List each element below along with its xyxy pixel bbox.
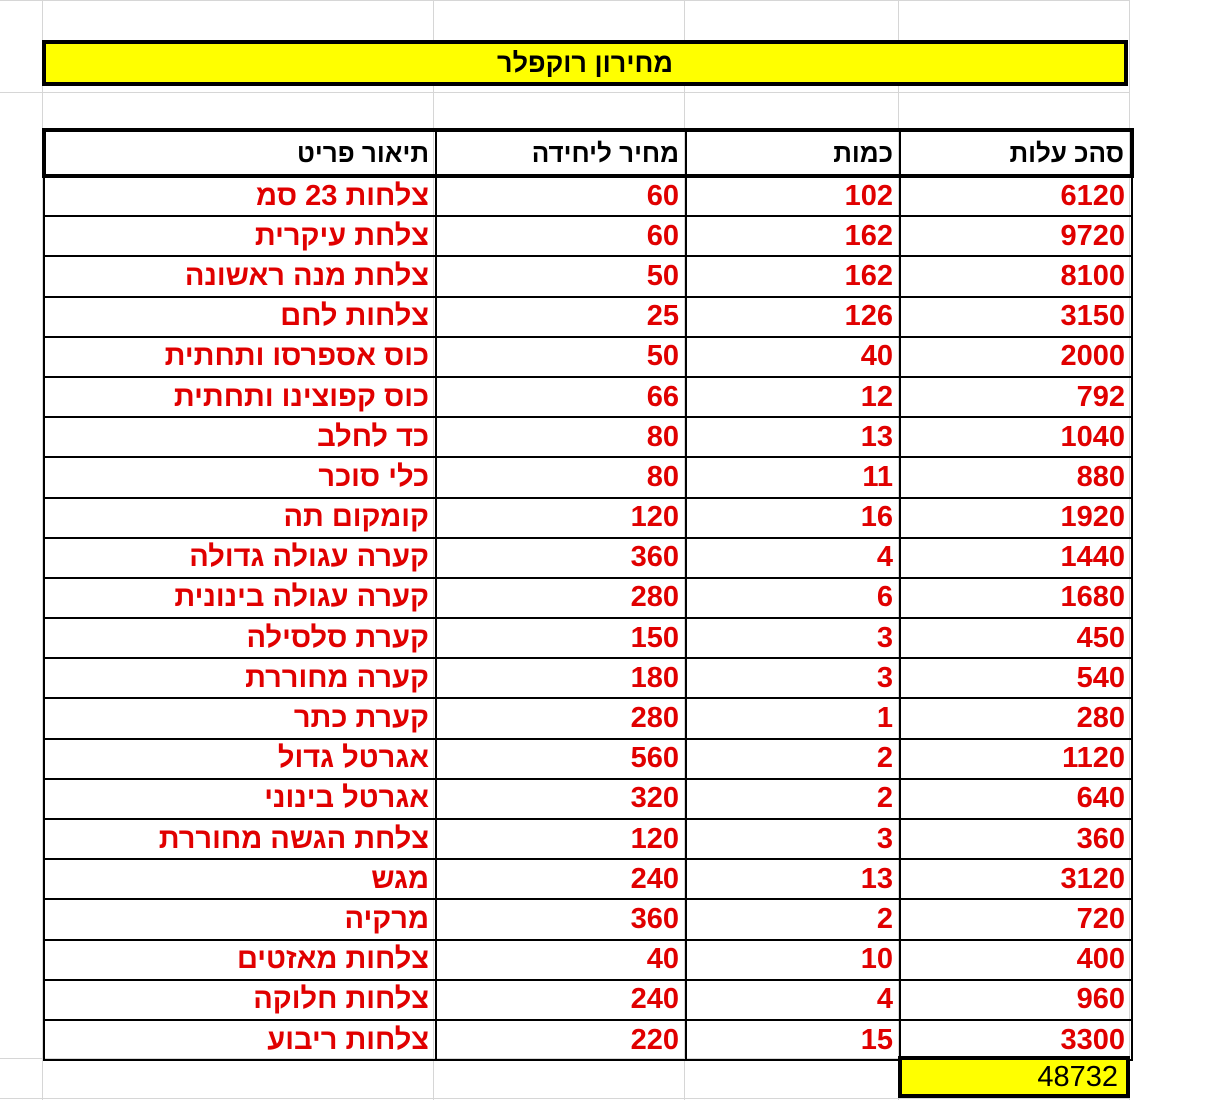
quantity-cell[interactable]: 11: [686, 457, 900, 497]
unit-price-cell[interactable]: 66: [436, 377, 686, 417]
item-description-cell[interactable]: קערה עגולה בינונית: [44, 578, 436, 618]
item-description-cell[interactable]: אגרטל בינוני: [44, 779, 436, 819]
quantity-cell[interactable]: 3: [686, 819, 900, 859]
item-description-cell[interactable]: צלחות 23 סמ: [44, 176, 436, 216]
table-row: [44, 658, 1132, 698]
price-list-table: [42, 128, 1134, 1061]
quantity-cell[interactable]: 10: [686, 940, 900, 980]
table-row: [44, 739, 1132, 779]
unit-price-cell[interactable]: 60: [436, 176, 686, 216]
table-row: [44, 538, 1132, 578]
quantity-cell[interactable]: 40: [686, 337, 900, 377]
total-cost-cell[interactable]: 8100: [900, 256, 1132, 296]
table-row: [44, 578, 1132, 618]
quantity-cell[interactable]: 13: [686, 859, 900, 899]
header-total-cost[interactable]: סהכ עלות: [900, 130, 1132, 176]
unit-price-cell[interactable]: 240: [436, 980, 686, 1020]
unit-price-cell[interactable]: 40: [436, 940, 686, 980]
unit-price-cell[interactable]: 220: [436, 1020, 686, 1060]
table-row: [44, 216, 1132, 256]
unit-price-cell[interactable]: 280: [436, 578, 686, 618]
grid-row-line: [0, 1098, 1130, 1099]
grid-row-line: [0, 92, 1130, 93]
item-description-cell[interactable]: קערת כתר: [44, 698, 436, 738]
table-row: [44, 980, 1132, 1020]
table-row: [44, 779, 1132, 819]
item-description-cell[interactable]: אגרטל גדול: [44, 739, 436, 779]
quantity-cell[interactable]: 6: [686, 578, 900, 618]
table-row: [44, 698, 1132, 738]
table-row: [44, 1020, 1132, 1060]
table-row: [44, 498, 1132, 538]
quantity-cell[interactable]: 162: [686, 256, 900, 296]
total-cost-cell[interactable]: 1680: [900, 578, 1132, 618]
total-cost-cell[interactable]: 3300: [900, 1020, 1132, 1060]
item-description-cell[interactable]: צלחת מנה ראשונה: [44, 256, 436, 296]
quantity-cell[interactable]: 4: [686, 980, 900, 1020]
unit-price-cell[interactable]: 120: [436, 498, 686, 538]
grand-total-cell[interactable]: 48732: [898, 1056, 1130, 1098]
unit-price-cell[interactable]: 560: [436, 739, 686, 779]
item-description-cell[interactable]: קערת סלסילה: [44, 618, 436, 658]
item-description-cell[interactable]: קערה עגולה גדולה: [44, 538, 436, 578]
quantity-cell[interactable]: 162: [686, 216, 900, 256]
total-cost-cell[interactable]: 360: [900, 819, 1132, 859]
total-cost-cell[interactable]: 6120: [900, 176, 1132, 216]
grid-row-line: [0, 0, 1130, 1]
table-row: [44, 297, 1132, 337]
total-cost-cell[interactable]: 1040: [900, 417, 1132, 457]
unit-price-cell[interactable]: 25: [436, 297, 686, 337]
quantity-cell[interactable]: 4: [686, 538, 900, 578]
table-row: [44, 256, 1132, 296]
quantity-cell[interactable]: 2: [686, 899, 900, 939]
total-cost-cell[interactable]: 540: [900, 658, 1132, 698]
header-row: [44, 130, 1132, 176]
quantity-cell[interactable]: 102: [686, 176, 900, 216]
table-row: [44, 618, 1132, 658]
total-cost-cell[interactable]: 960: [900, 980, 1132, 1020]
table-row: [44, 377, 1132, 417]
header-quantity[interactable]: כמות: [686, 130, 900, 176]
header-unit-price[interactable]: מחיר ליחידה: [436, 130, 686, 176]
quantity-cell[interactable]: 15: [686, 1020, 900, 1060]
item-description-cell[interactable]: מגש: [44, 859, 436, 899]
quantity-cell[interactable]: 12: [686, 377, 900, 417]
unit-price-cell[interactable]: 120: [436, 819, 686, 859]
item-description-cell[interactable]: קערה מחוררת: [44, 658, 436, 698]
item-description-cell[interactable]: צלחות ריבוע: [44, 1020, 436, 1060]
unit-price-cell[interactable]: 320: [436, 779, 686, 819]
unit-price-cell[interactable]: 60: [436, 216, 686, 256]
total-cost-cell[interactable]: 1920: [900, 498, 1132, 538]
quantity-cell[interactable]: 13: [686, 417, 900, 457]
item-description-cell[interactable]: צלחת הגשה מחוררת: [44, 819, 436, 859]
quantity-cell[interactable]: 2: [686, 779, 900, 819]
table-row: [44, 176, 1132, 216]
table-row: [44, 819, 1132, 859]
item-description-cell[interactable]: צלחות מאזטים: [44, 940, 436, 980]
quantity-cell[interactable]: 3: [686, 658, 900, 698]
quantity-cell[interactable]: 3: [686, 618, 900, 658]
table-row: [44, 859, 1132, 899]
unit-price-cell[interactable]: 240: [436, 859, 686, 899]
total-cost-cell[interactable]: 280: [900, 698, 1132, 738]
quantity-cell[interactable]: 126: [686, 297, 900, 337]
item-description-cell[interactable]: כלי סוכר: [44, 457, 436, 497]
total-cost-cell[interactable]: 792: [900, 377, 1132, 417]
unit-price-cell[interactable]: 80: [436, 457, 686, 497]
unit-price-cell[interactable]: 280: [436, 698, 686, 738]
unit-price-cell[interactable]: 180: [436, 658, 686, 698]
table-row: [44, 417, 1132, 457]
unit-price-cell[interactable]: 360: [436, 538, 686, 578]
total-cost-cell[interactable]: 1440: [900, 538, 1132, 578]
table-row: [44, 457, 1132, 497]
table-row: [44, 940, 1132, 980]
quantity-cell[interactable]: 1: [686, 698, 900, 738]
total-cost-cell[interactable]: 2000: [900, 337, 1132, 377]
item-description-cell[interactable]: כד לחלב: [44, 417, 436, 457]
item-description-cell[interactable]: צלחות לחם: [44, 297, 436, 337]
header-item-description[interactable]: תיאור פריט: [44, 130, 436, 176]
quantity-cell[interactable]: 2: [686, 739, 900, 779]
table-body: [44, 176, 1132, 1060]
item-description-cell[interactable]: קומקום תה: [44, 498, 436, 538]
item-description-cell[interactable]: מרקיה: [44, 899, 436, 939]
unit-price-cell[interactable]: 360: [436, 899, 686, 939]
page-title: מחירון רוקפלר: [497, 47, 673, 78]
total-cost-cell[interactable]: 720: [900, 899, 1132, 939]
item-description-cell[interactable]: כוס אספרסו ותחתית: [44, 337, 436, 377]
total-cost-cell[interactable]: 880: [900, 457, 1132, 497]
total-cost-cell[interactable]: 640: [900, 779, 1132, 819]
unit-price-cell[interactable]: 150: [436, 618, 686, 658]
table-row: [44, 899, 1132, 939]
total-cost-cell[interactable]: 400: [900, 940, 1132, 980]
unit-price-cell[interactable]: 50: [436, 337, 686, 377]
total-cost-cell[interactable]: 3120: [900, 859, 1132, 899]
total-cost-cell[interactable]: 3150: [900, 297, 1132, 337]
total-cost-cell[interactable]: 1120: [900, 739, 1132, 779]
table-row: [44, 337, 1132, 377]
item-description-cell[interactable]: צלחת עיקרית: [44, 216, 436, 256]
unit-price-cell[interactable]: 80: [436, 417, 686, 457]
title-cell[interactable]: [42, 40, 1128, 86]
unit-price-cell[interactable]: 50: [436, 256, 686, 296]
quantity-cell[interactable]: 16: [686, 498, 900, 538]
total-cost-cell[interactable]: 450: [900, 618, 1132, 658]
item-description-cell[interactable]: צלחות חלוקה: [44, 980, 436, 1020]
total-cost-cell[interactable]: 9720: [900, 216, 1132, 256]
item-description-cell[interactable]: כוס קפוצינו ותחתית: [44, 377, 436, 417]
